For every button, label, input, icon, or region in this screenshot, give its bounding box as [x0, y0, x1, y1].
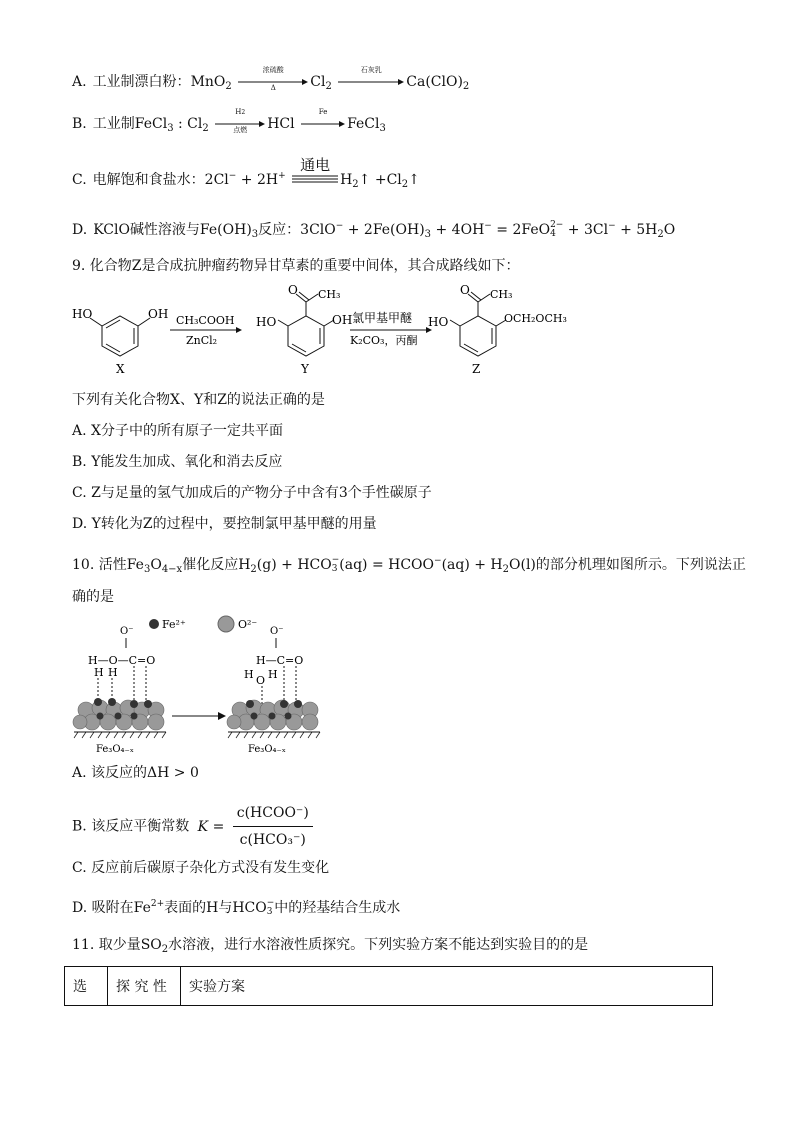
svg-text:HO: HO: [72, 307, 93, 321]
table-header-cell: 选: [65, 967, 108, 1006]
svg-text:O: O: [460, 283, 470, 297]
table-header-cell: 探 究 性: [108, 967, 181, 1006]
svg-text:Fe²⁺: Fe²⁺: [162, 618, 186, 631]
reaction-arrow-2: [350, 310, 432, 347]
q10-option-c: C. 反应前后碳原子杂化方式没有发生变化: [72, 860, 330, 876]
svg-text:HO: HO: [256, 315, 277, 329]
svg-text:X: X: [116, 362, 125, 376]
svg-text:ZnCl₂: ZnCl₂: [186, 334, 218, 347]
table-header-row: [65, 967, 713, 1006]
svg-text:Fe₃O₄₋ₓ: Fe₃O₄₋ₓ: [248, 744, 287, 755]
svg-text:K₂CO₃，丙酮: K₂CO₃，丙酮: [350, 334, 418, 347]
svg-text:CH₃COOH: CH₃COOH: [176, 314, 235, 327]
svg-text:H: H: [268, 668, 278, 681]
table-header-cell: 实验方案: [181, 967, 713, 1006]
reaction-arrow-1: [170, 314, 242, 347]
svg-text:O: O: [256, 674, 266, 687]
compound-x: [72, 307, 168, 376]
svg-text:氯甲基甲醚: 氯甲基甲醚: [352, 311, 413, 325]
svg-text:OCH₂OCH₃: OCH₂OCH₃: [504, 312, 567, 325]
q9-synthesis-scheme: [60, 280, 580, 380]
svg-text:Z: Z: [472, 362, 481, 376]
q10-option-b: B. 该反应平衡常数 K = $\frac{\text{c(HCOO⁻)}}{\text{c(HCO₃⁻)}}$: [72, 802, 313, 851]
svg-text:CH₃: CH₃: [318, 288, 341, 301]
o-ion-legend-icon: [218, 616, 234, 632]
svg-text:H: H: [244, 668, 254, 681]
svg-text:O⁻: O⁻: [270, 626, 284, 637]
svg-text:H—O—C=O: H—O—C=O: [88, 654, 156, 667]
q9-option-b: B. Y能发生加成、氧化和消去反应: [72, 454, 283, 470]
svg-text:O⁻: O⁻: [120, 626, 134, 637]
svg-text:Fe₃O₄₋ₓ: Fe₃O₄₋ₓ: [96, 744, 135, 755]
q8-option-a: A. 工业制漂白粉：MnO$_2$ 浓硫酸 Δ $Cl_2$ 石灰乳 $Ca(ClO)_2$: [72, 66, 470, 92]
svg-text:O: O: [288, 283, 298, 297]
q11-table: [64, 966, 713, 1006]
equilibrium-fraction: $\frac{\text{c(HCOO⁻)}}{\text{c(HCO₃⁻)}}$: [233, 802, 313, 851]
q9-question: 下列有关化合物X、Y和Z的说法正确的是: [72, 392, 325, 408]
reaction-arrow: H2 点燃: [215, 114, 265, 134]
svg-text:Y: Y: [301, 362, 309, 376]
svg-text:CH₃: CH₃: [490, 288, 513, 301]
svg-text:H—C=O: H—C=O: [256, 654, 304, 667]
q11-stem: 11. 取少量$SO_2$水溶液，进行水溶液性质探究。下列实验方案不能达到实验目的的是: [72, 937, 589, 955]
q10-stem-line2: 确的是: [72, 589, 114, 605]
reaction-arrow: 浓硫酸 Δ: [238, 72, 308, 92]
fe-ion-legend-icon: [149, 619, 159, 629]
q10-stem: 10. 活性$Fe_3O_{4-x}$催化反应$H_2(g)$ + HCO − 3 (aq) = HCOO−(aq) + $H_2O(l)$的部分机理如图所示。下列说法正: [72, 555, 746, 575]
compound-y: [256, 283, 352, 376]
q8-option-b: B. 工业制FeCl$_3$ : $Cl_2$ H2 点燃 HCl Fe FeCl$_3$: [72, 108, 386, 134]
reaction-arrow: Fe: [301, 114, 345, 134]
q9-option-a: A. X分子中的所有原子一定共平面: [72, 423, 283, 439]
svg-text:H: H: [94, 666, 104, 679]
q10-option-d: D. 吸附在$Fe^{2+}$表面的H与HCO − 3 中的羟基结合生成水: [72, 898, 401, 917]
compound-z: [428, 283, 567, 376]
q9-stem: 9. 化合物Z是合成抗肿瘤药物异甘草素的重要中间体，其合成路线如下：: [72, 258, 520, 274]
q8-option-c: C. 电解饱和食盐水：2Cl− + 2H+ 通电 $H_2↑$ $+Cl_2↑$: [72, 156, 420, 190]
svg-text:OH: OH: [148, 307, 169, 321]
svg-text:O²⁻: O²⁻: [238, 618, 258, 631]
svg-text:H: H: [108, 666, 118, 679]
svg-text:OH: OH: [332, 313, 353, 327]
electrolysis-sign: 通电: [300, 156, 331, 174]
q10-option-a: A. 该反应的ΔH > 0: [72, 765, 199, 781]
q9-option-d: D. Y转化为Z的过程中，要控制氯甲基甲醚的用量: [72, 516, 377, 532]
reaction-arrow: 石灰乳: [338, 72, 404, 92]
state-before: [73, 626, 166, 755]
q10-mechanism-figure: [72, 612, 352, 756]
svg-text:HO: HO: [428, 315, 449, 329]
q8-option-d: D. KClO碱性溶液与$Fe(OH)_3$反应：$3ClO^- + 2Fe(OH)_3 + 4OH^- = 2FeO$ 2− 4 + $3Cl^- + 5H_2O$: [72, 220, 676, 240]
q9-option-c: C. Z与足量的氢气加成后的产物分子中含有3个手性碳原子: [72, 485, 432, 501]
state-after: [227, 626, 320, 755]
